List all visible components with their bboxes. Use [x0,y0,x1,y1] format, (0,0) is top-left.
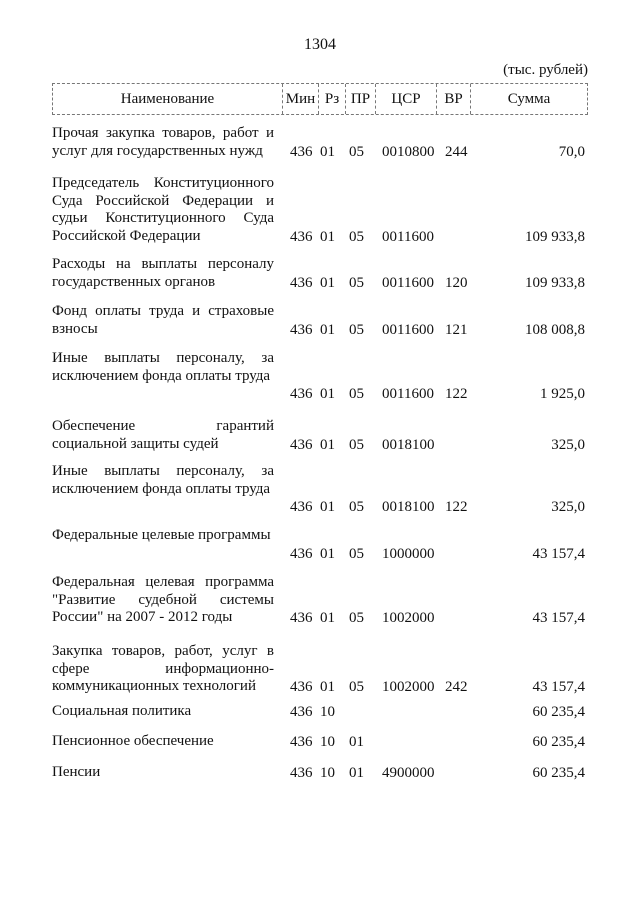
row-pr: 05 [349,609,364,626]
row-rz: 01 [320,609,335,626]
table-row [52,733,588,751]
row-rz: 01 [320,436,335,453]
units-label: (тыс. рублей) [503,62,588,78]
row-name: Социальная политика [52,703,192,719]
table-row [52,527,588,563]
row-min: 436 [290,609,313,626]
row-min: 436 [290,764,313,781]
row-rz: 10 [320,703,335,720]
row-pr: 01 [349,764,364,781]
header-name: Наименование [53,84,283,114]
row-min: 436 [290,545,313,562]
table-row [52,418,588,454]
row-min: 436 [290,703,313,720]
row-sum: 60 235,4 [532,733,585,750]
row-vr: 120 [445,274,468,291]
row-min: 436 [290,274,313,291]
row-pr: 05 [349,228,364,245]
row-rz: 01 [320,228,335,245]
table-header [52,83,588,115]
row-name: Закупка товаров, работ, услуг в сфере информационно-коммуникационных технологий [52,643,274,694]
row-csr: 0018100 [382,498,435,515]
table-row [52,643,588,696]
row-name: Председатель Конституционного Суда Российской Федерации и судьи Конституционного Суда Российской Федерации [52,175,274,244]
row-csr: 0010800 [382,143,435,160]
row-sum: 109 933,8 [525,274,585,291]
row-pr: 05 [349,545,364,562]
row-rz: 10 [320,764,335,781]
table-row [52,463,588,516]
row-sum: 43 157,4 [532,678,585,695]
row-name: Федеральные целевые программы [52,527,271,543]
row-vr: 244 [445,143,468,160]
header-vr: ВР [437,84,471,114]
header-pr: ПР [346,84,376,114]
row-sum: 109 933,8 [525,228,585,245]
table-row [52,764,588,782]
row-pr: 05 [349,678,364,695]
row-pr: 05 [349,143,364,160]
table-row [52,303,588,339]
row-sum: 60 235,4 [532,764,585,781]
row-name: Обеспечение гарантий социальной защиты судей [52,418,274,452]
row-csr: 4900000 [382,764,435,781]
row-sum: 325,0 [551,436,585,453]
row-csr: 0011600 [382,274,434,291]
row-sum: 43 157,4 [532,609,585,626]
row-name: Иные выплаты персоналу, за исключением фонда оплаты труда [52,463,274,497]
row-min: 436 [290,733,313,750]
row-min: 436 [290,143,313,160]
row-min: 436 [290,321,313,338]
row-csr: 1002000 [382,678,435,695]
row-csr: 0011600 [382,385,434,402]
header-csr: ЦСР [376,84,437,114]
row-name: Федеральная целевая программа "Развитие судебной системы России" на 2007 - 2012 годы [52,574,274,625]
page-number: 1304 [304,36,336,53]
row-sum: 1 925,0 [540,385,585,402]
table-row [52,350,588,403]
table-row [52,574,588,627]
row-name: Прочая закупка товаров, работ и услуг для государственных нужд [52,125,274,159]
table-row [52,256,588,292]
row-sum: 60 235,4 [532,703,585,720]
row-sum: 325,0 [551,498,585,515]
row-pr: 05 [349,321,364,338]
row-pr: 05 [349,274,364,291]
row-rz: 01 [320,545,335,562]
row-name: Фонд оплаты труда и страховые взносы [52,303,274,337]
row-rz: 01 [320,321,335,338]
row-pr: 05 [349,498,364,515]
row-min: 436 [290,436,313,453]
row-min: 436 [290,678,313,695]
row-name: Пенсионное обеспечение [52,733,214,749]
row-csr: 1002000 [382,609,435,626]
row-csr: 0018100 [382,436,435,453]
row-rz: 01 [320,143,335,160]
row-vr: 242 [445,678,468,695]
row-pr: 05 [349,436,364,453]
row-sum: 43 157,4 [532,545,585,562]
row-csr: 0011600 [382,228,434,245]
row-vr: 122 [445,385,468,402]
header-sum: Сумма [507,90,551,107]
row-min: 436 [290,228,313,245]
header-min: Мин [283,84,319,114]
row-rz: 10 [320,733,335,750]
row-pr: 05 [349,385,364,402]
table-row [52,125,588,161]
row-vr: 121 [445,321,468,338]
row-min: 436 [290,385,313,402]
row-min: 436 [290,498,313,515]
row-sum: 70,0 [558,143,585,160]
header-rz: Рз [319,84,346,114]
table-row [52,175,588,246]
row-rz: 01 [320,274,335,291]
row-csr: 0011600 [382,321,434,338]
row-csr: 1000000 [382,545,435,562]
row-rz: 01 [320,498,335,515]
row-rz: 01 [320,385,335,402]
row-vr: 122 [445,498,468,515]
row-rz: 01 [320,678,335,695]
row-name: Пенсии [52,764,101,780]
row-sum: 108 008,8 [525,321,585,338]
table-row [52,703,588,721]
row-name: Иные выплаты персоналу, за исключением фонда оплаты труда [52,350,274,384]
row-name: Расходы на выплаты персоналу государственных органов [52,256,274,290]
row-pr: 01 [349,733,364,750]
